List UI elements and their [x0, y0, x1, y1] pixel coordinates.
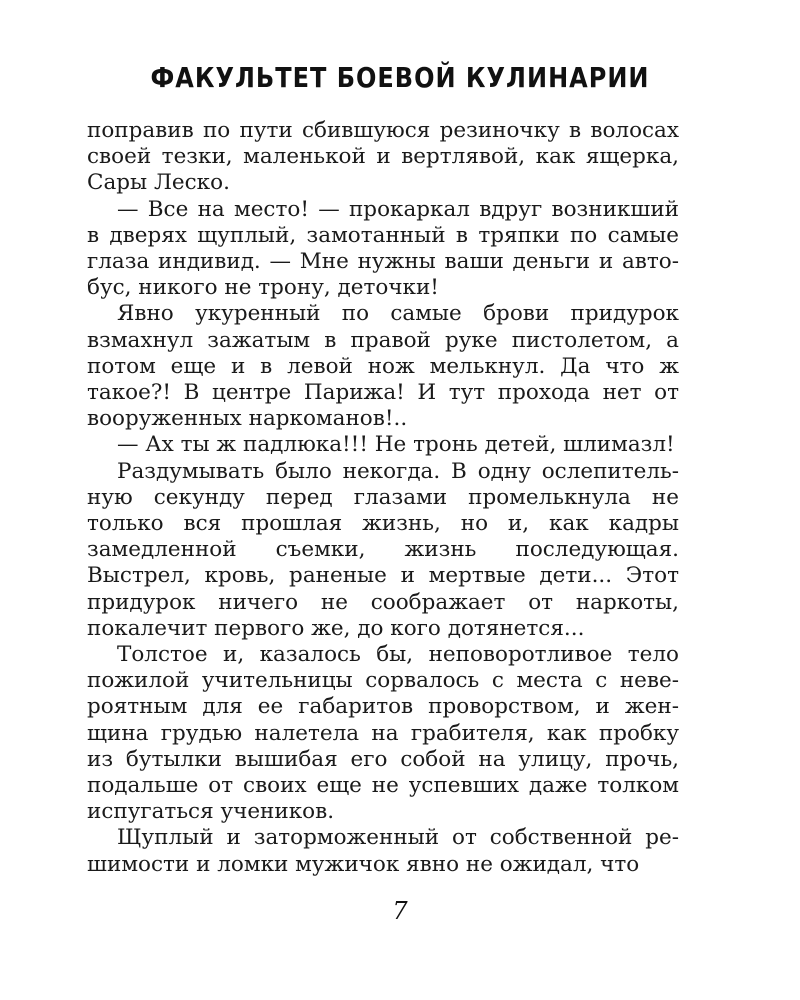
page-number: 7 [392, 897, 408, 925]
paragraph-7: Щуплый и заторможенный от собственной решимости и ломки мужичок явно не ожидал, что [87, 825, 679, 877]
paragraph-5: Раздумывать было некогда. В одну ослепительную секунду перед глазами промелькнула не только вся прошлая жизнь, но и, как кадры замедленной съемки, жизнь последующая. Выстрел, кровь, раненые и мертвые дети... Этот придурок ничего не соображает от наркоты, покалечит первого же, до кого дотянется... [87, 458, 679, 641]
running-head: ФАКУЛЬТЕТ БОЕВОЙ КУЛИНАРИИ [150, 61, 650, 95]
paragraph-3: Явно укуренный по самые брови придурок взмахнул зажатым в правой руке пистолетом, а потом еще и в левой нож мелькнул. Да что ж такое?! В центре Парижа! И тут прохода нет от вооруженных наркоманов!.. [87, 301, 679, 432]
paragraph-4: — Ах ты ж падлюка!!! Не тронь детей, шлимазл! [117, 432, 675, 458]
paragraph-2: — Все на место! — прокаркал вдруг возникший в дверях щуплый, замотанный в тряпки по самые глаза индивид. — Мне нужны ваши деньги и автобус, никого не трону, деточки! [87, 196, 679, 301]
body-text [87, 118, 679, 878]
paragraph-6: Толстое и, казалось бы, неповоротливое тело пожилой учительницы сорвалось с места с невероятным для ее габаритов проворством, и женщина грудью налетела на грабителя, как пробку из бутылки вышибая его собой на улицу, прочь, подальше от своих еще не успевших даже толком испугаться учеников. [87, 642, 679, 825]
paragraph-1: поправив по пути сбившуюся резиночку в волосах своей тезки, маленькой и вертлявой, как ящерка, Сары Леско. [87, 118, 679, 196]
